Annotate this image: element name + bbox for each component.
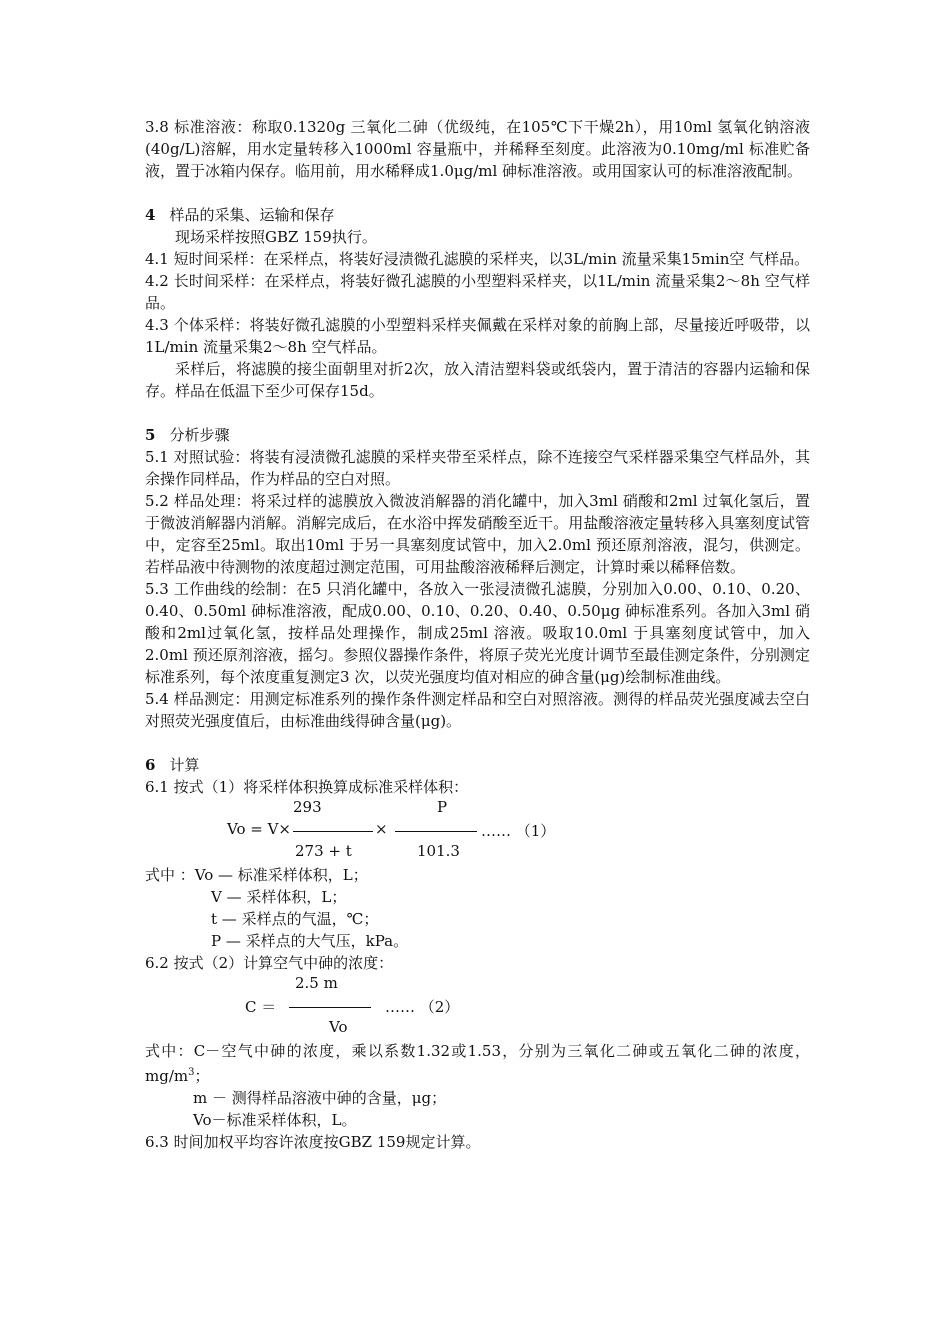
formula-1-times: ×	[375, 820, 388, 838]
definition-v: V — 采样体积，L；	[211, 888, 347, 906]
definition-c-text: 式中：C－空气中砷的浓度，乘以系数1.32或1.53，分别为三氧化二砷或五氧化二砷的浓度，mg/m	[145, 1042, 810, 1085]
para-4-after: 采样后，将滤膜的接尘面朝里对折2次，放入清洁塑料袋或纸袋内，置于清洁的容器内运输和保存。样品在低温下至少可保存15d。	[145, 360, 810, 400]
definition-t: t — 采样点的气温，℃；	[211, 910, 379, 928]
formula-1-definitions	[145, 864, 810, 952]
formula-1-numerator-1: 293	[293, 798, 322, 816]
definition-vo-2: Vo－标准采样体积，L。	[193, 1111, 357, 1129]
section-4-heading	[145, 204, 810, 226]
definition-c-superscript: 3	[188, 1067, 195, 1078]
definition-vo: 式中 ：Vo — 标准采样体积，L；	[145, 866, 368, 884]
definition-m: m － 测得样品溶液中砷的含量，μg；	[193, 1089, 447, 1107]
section-4-intro: 现场采样按照GBZ 159执行。	[175, 228, 377, 246]
para-5-4: 5.4 样品测定：用测定标准系列的操作条件测定样品和空白对照溶液。测得的样品荧光强度减去空白对照荧光强度值后，由标准曲线得砷含量(μg)。	[145, 690, 810, 730]
section-5-number: 5	[145, 426, 156, 444]
para-4-2: 4.2 长时间采样：在采样点，将装好微孔滤膜的小型塑料采样夹，以1L/min 流量采集2～8h 空气样品。	[145, 272, 810, 312]
para-6-3: 6.3 时间加权平均容许浓度按GBZ 159规定计算。	[145, 1133, 481, 1151]
section-4-number: 4	[145, 206, 156, 224]
formula-2-tail: …… （2）	[385, 998, 460, 1016]
formula-1-tail: …… （1）	[481, 822, 556, 840]
formula-2	[145, 974, 810, 1040]
section-6-heading	[145, 754, 810, 776]
formula-1-denominator-2: 101.3	[417, 842, 460, 860]
formula-1-denominator-1: 273 + t	[295, 842, 352, 860]
formula-1	[145, 798, 810, 864]
formula-1-numerator-2: P	[437, 798, 448, 816]
formula-2-lhs: C ＝	[245, 998, 277, 1016]
formula-1-fraction-bar-1	[293, 831, 373, 832]
para-5-1: 5.1 对照试验：将装有浸渍微孔滤膜的采样夹带至采样点，除不连接空气采样器采集空气样品外，其余操作同样品，作为样品的空白对照。	[145, 448, 810, 488]
formula-2-fraction-bar	[289, 1007, 371, 1008]
formula-2-numerator: 2.5 m	[295, 974, 338, 992]
section-6-number: 6	[145, 756, 156, 774]
document-page	[145, 116, 810, 1153]
para-5-2: 5.2 样品处理：将采过样的滤膜放入微波消解器的消化罐中，加入3ml 硝酸和2ml 过氧化氢后，置于微波消解器内消解。消解完成后，在水浴中挥发硝酸至近干。用盐酸溶液定量转移入具塞刻度试管中，定容至25ml。取出10ml 于另一具塞刻度试管中，加入2.0ml 预还原剂溶液，混匀，供测定。若样品液中待测物的浓度超过测定范围，可用盐酸溶液稀释后测定，计算时乘以稀释倍数。	[145, 492, 810, 576]
para-6-1: 6.1 按式（1）将采样体积换算成标准采样体积：	[145, 778, 469, 796]
para-5-3: 5.3 工作曲线的绘制：在5 只消化罐中，各放入一张浸渍微孔滤膜，分别加入0.00、0.10、0.20、0.40、0.50ml 砷标准溶液，配成0.00、0.10、0.20、0.40、0.50μg 砷标准系列。各加入3ml 硝酸和2ml过氧化氢，按样品处理操作，制成25ml 溶液。吸取10.0ml 于具塞刻度试管中，加入2.0ml 预还原剂溶液，摇匀。参照仪器操作条件，将原子荧光光度计调节至最佳测定条件，分别测定标准系列，每个浓度重复测定3 次，以荧光强度均值对相应的砷含量(μg)绘制标准曲线。	[145, 580, 810, 686]
formula-2-denominator: Vo	[329, 1018, 348, 1036]
section-4-title: 样品的采集、运输和保存	[169, 206, 335, 224]
section-5-heading	[145, 424, 810, 446]
formula-2-definitions	[145, 1040, 810, 1131]
para-4-3: 4.3 个体采样：将装好微孔滤膜的小型塑料采样夹佩戴在采样对象的前胸上部，尽量接近呼吸带，以1L/min 流量采集2～8h 空气样品。	[145, 316, 810, 356]
section-6-title: 计算	[169, 756, 200, 774]
definition-p: P — 采样点的大气压，kPa。	[211, 932, 409, 950]
para-6-2: 6.2 按式（2）计算空气中砷的浓度：	[145, 954, 394, 972]
definition-c	[145, 1040, 810, 1087]
section-5-title: 分析步骤	[169, 426, 230, 444]
definition-c-end: ；	[194, 1067, 210, 1085]
para-4-1: 4.1 短时间采样：在采样点，将装好浸渍微孔滤膜的采样夹，以3L/min 流量采集15min空 气样品。	[145, 250, 810, 268]
formula-1-fraction-bar-2	[395, 831, 477, 832]
formula-1-lhs: Vo = V×	[227, 820, 291, 838]
para-3-8: 3.8 标准溶液：称取0.1320g 三氧化二砷（优级纯，在105℃下干燥2h），用10ml 氢氧化钠溶液(40g/L)溶解，用水定量转移入1000ml 容量瓶中，并稀释至刻度。此溶液为0.10mg/ml 标准贮备液，置于冰箱内保存。临用前，用水稀释成1.0μg/ml 砷标准溶液。或用国家认可的标准溶液配制。	[145, 118, 810, 180]
